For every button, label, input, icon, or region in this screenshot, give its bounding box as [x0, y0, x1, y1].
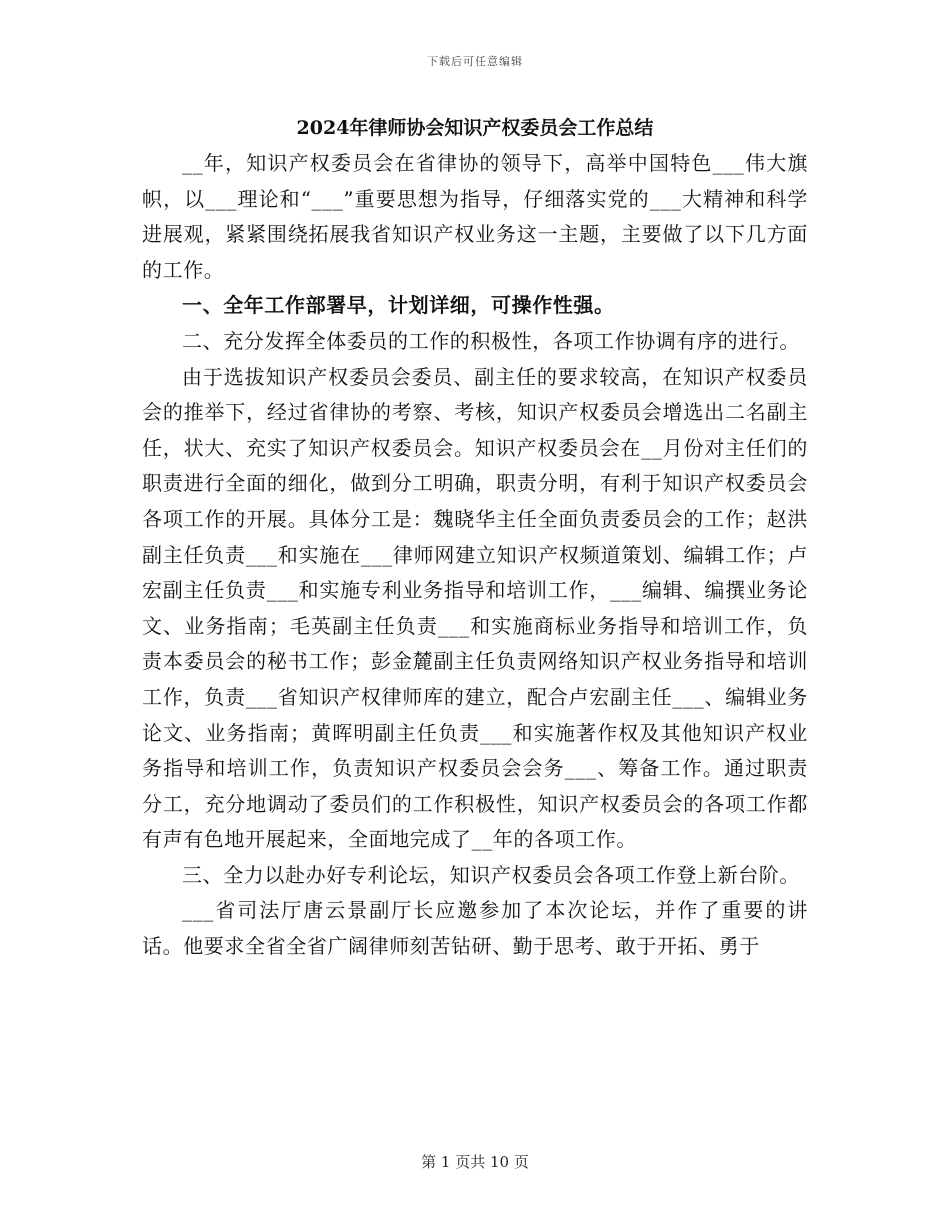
paragraph-intro: __年，知识产权委员会在省律协的领导下，高举中国特色___伟大旗帜，以___理论和“___”重要思想为指导，仔细落实党的___大精神和科学进展观，紧紧围绕拓展我省知识产权业务这一主题，主要做了以下几方面的工作。 — [142, 151, 808, 282]
paragraph-forum: ___省司法厅唐云景副厅长应邀参加了本次论坛，并作了重要的讲话。他要求全省全省广阔律师刻苦钻研、勤于思考、敢于开拓、勇于 — [142, 898, 808, 959]
paragraph-division-of-duties: 由于选拔知识产权委员会委员、副主任的要求较高，在知识产权委员会的推举下，经过省律协的考察、考核，知识产权委员会增选出二名副主任，状大、充实了知识产权委员会。知识产权委员会在__月份对主任们的职责进行全面的细化，做到分工明确，职责分明，有利于知识产权委员会各项工作的开展。具体分工是：魏晓华主任全面负责委员会的工作；赵洪副主任负责___和实施在___律师网建立知识产权频道策划、编辑工作；卢宏副主任负责___和实施专利业务指导和培训工作，___编辑、编撰业务论文、业务指南；毛英副主任负责___和实施商标业务指导和培训工作，负责本委员会的秘书工作；彭金麓副主任负责网络知识产权业务指导和培训工作，负责___省知识产权律师库的建立，配合卢宏副主任___、编辑业务论文、业务指南；黄晖明副主任负责___和实施著作权及其他知识产权业务指导和培训工作，负责知识产权委员会会务___、筹备工作。通过职责分工，充分地调动了委员们的工作积极性，知识产权委员会的各项工作都有声有色地开展起来，全面地完成了__年的各项工作。 — [142, 364, 808, 852]
section-heading-3: 三、全力以赴办好专利论坛，知识产权委员会各项工作登上新台阶。 — [182, 862, 800, 887]
section-heading-1: 一、全年工作部署早，计划详细，可操作性强。 — [182, 293, 615, 318]
document-body — [142, 146, 808, 965]
page-number: 第 1 页共 10 页 — [421, 1153, 529, 1171]
header-note: 下载后可任意编辑 — [427, 55, 523, 68]
document-title: 2024年律师协会知识产权委员会工作总结 — [296, 117, 654, 139]
section-heading-2: 二、充分发挥全体委员的工作的积极性，各项工作协调有序的进行。 — [182, 328, 800, 353]
